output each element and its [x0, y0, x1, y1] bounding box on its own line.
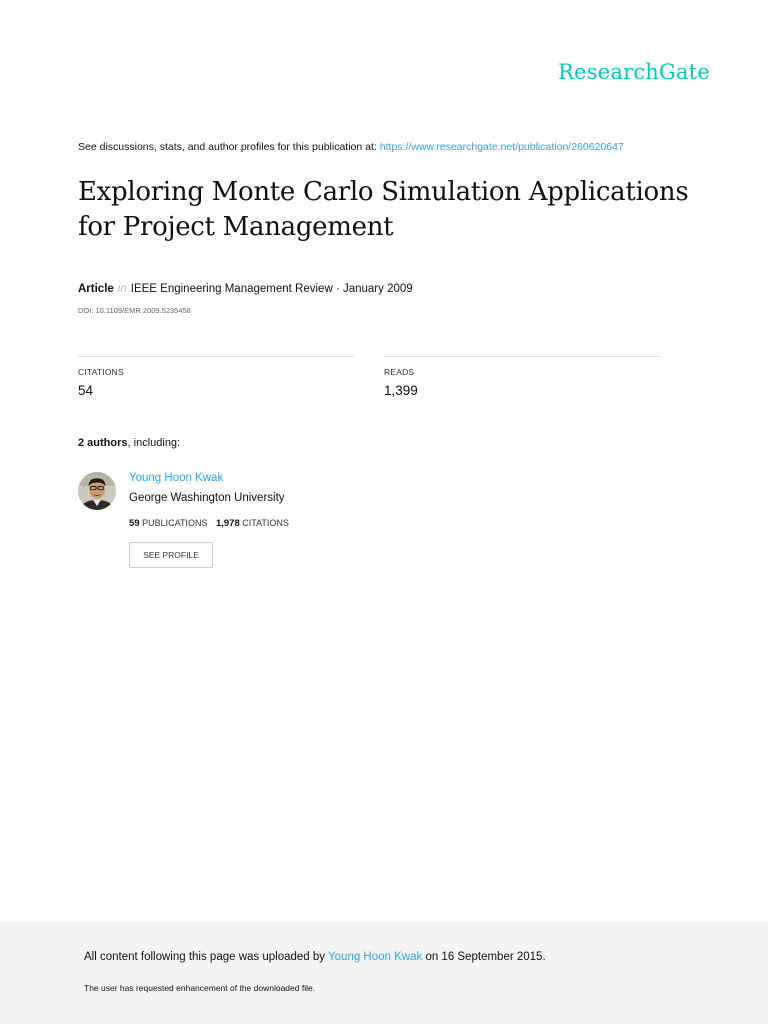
footer [0, 922, 768, 1024]
author-citations-label: CITATIONS [242, 518, 289, 528]
publication-doi: DOI: 10.1109/EMR.2009.5235458 [78, 306, 191, 315]
publication-title [78, 175, 718, 245]
publication-url-link[interactable]: https://www.researchgate.net/publication/260620647 [379, 141, 624, 153]
reads-stat [384, 356, 660, 398]
upload-suffix: on 16 September 2015. [425, 951, 546, 963]
uploader-link[interactable]: Young Hoon Kwak [328, 951, 423, 963]
avatar-photo-icon [78, 472, 116, 510]
author-citations-count: 1,978 [215, 518, 240, 529]
authors-count: 2 authors [78, 437, 128, 449]
citations-value: 54 [78, 383, 94, 398]
see-profile-button[interactable]: SEE PROFILE [129, 542, 213, 568]
author-publications-count: 59 [129, 518, 140, 529]
researchgate-logo[interactable]: ResearchGate [558, 60, 710, 84]
upload-prefix: All content following this page was uploaded by [84, 951, 326, 963]
reads-label: READS [384, 367, 415, 377]
author-name-link[interactable]: Young Hoon Kwak [129, 472, 224, 484]
reads-value: 1,399 [384, 383, 418, 398]
meta-in: in [117, 283, 127, 295]
author-affiliation: George Washington University [129, 492, 285, 504]
author-avatar[interactable] [78, 472, 116, 510]
source-line [78, 141, 624, 153]
citations-stat [78, 356, 354, 398]
authors-heading [78, 437, 180, 449]
author-stats [129, 518, 295, 529]
author-publications-label: PUBLICATIONS [142, 518, 208, 528]
title-line-2: for Project Management [78, 212, 394, 242]
publication-venue: IEEE Engineering Management Review · January 2009 [130, 283, 413, 295]
authors-suffix: , including: [127, 437, 181, 449]
enhancement-note: The user has requested enhancement of the downloaded file. [84, 983, 316, 993]
source-prefix: See discussions, stats, and author profiles for this publication at: [78, 141, 377, 153]
citations-label: CITATIONS [78, 367, 124, 377]
publication-type: Article [78, 283, 114, 295]
title-line-1: Exploring Monte Carlo Simulation Applications [78, 177, 689, 207]
publication-meta [78, 283, 413, 295]
upload-info [84, 951, 546, 963]
